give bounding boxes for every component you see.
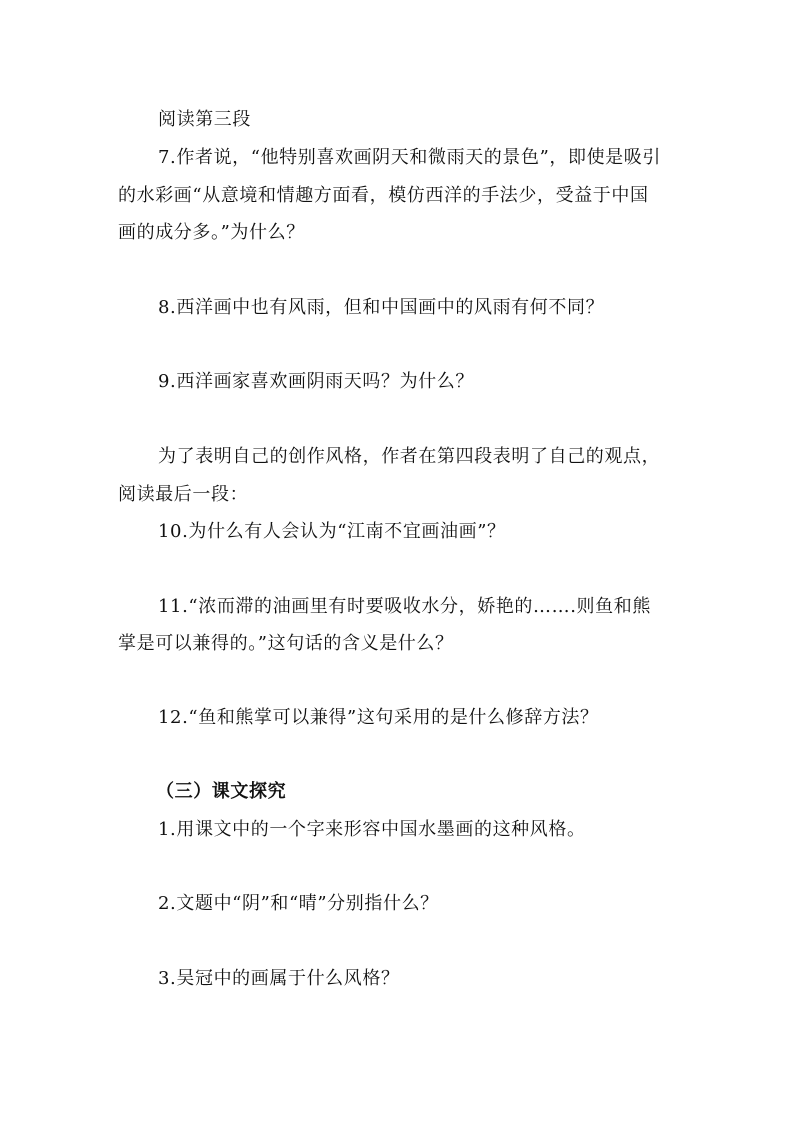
transition-line-2: 阅读最后一段：	[118, 484, 249, 505]
explore-question-1: 1.用课文中的一个字来形容中国水墨画的这种风格。	[158, 819, 586, 840]
explore-question-2: 2.文题中“阴”和“晴”分别指什么？	[158, 893, 439, 914]
question-9: 9.西洋画家喜欢画阴雨天吗？为什么？	[158, 371, 474, 392]
question-11-line-2: 掌是可以兼得的。”这句话的含义是什么？	[118, 633, 454, 654]
section-3-heading: （三）课文探究	[156, 781, 287, 802]
question-7-line-2: 的水彩画“从意境和情趣方面看，模仿西洋的手法少，受益于中国	[118, 185, 649, 206]
question-7-line-3: 画的成分多。”为什么？	[118, 222, 305, 243]
question-12: 12.“鱼和熊掌可以兼得”这句采用的是什么修辞方法？	[158, 707, 599, 728]
explore-question-3: 3.吴冠中的画属于什么风格？	[158, 968, 400, 989]
question-7-line-1: 7.作者说，“他特别喜欢画阴天和微雨天的景色”，即使是吸引	[158, 147, 661, 168]
transition-line-1: 为了表明自己的创作风格，作者在第四段表明了自己的观点，	[158, 446, 661, 467]
question-10: 10.为什么有人会认为“江南不宜画油画”？	[158, 521, 506, 542]
question-8: 8.西洋画中也有风雨，但和中国画中的风雨有何不同？	[158, 297, 605, 318]
question-11-line-1: 11.“浓而滞的油画里有时要吸收水分，娇艳的…….则鱼和熊	[158, 596, 651, 617]
section-read-third-paragraph: 阅读第三段	[158, 109, 251, 130]
